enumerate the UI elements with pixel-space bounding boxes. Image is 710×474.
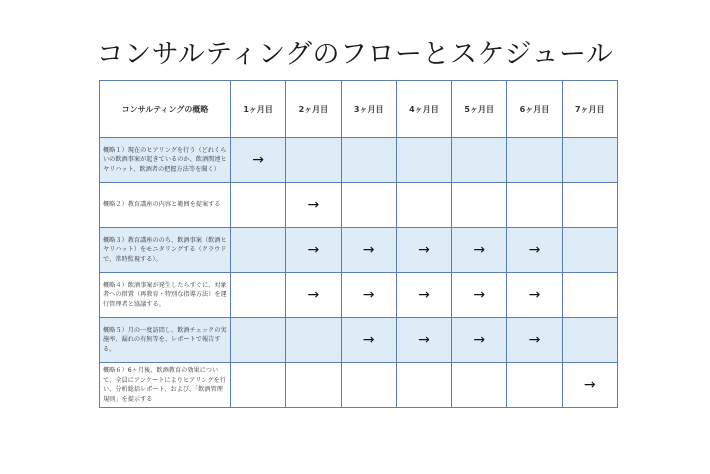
month-cell [286, 273, 341, 318]
month-cell [452, 138, 507, 183]
month-cell [341, 183, 396, 228]
row-description: 概略６）6ヶ月後、飲酒教育の効果について、全員にアンケートによりヒアリングを行い、分析総括レポート、および、「飲酒管理規則」を提示する [100, 363, 231, 408]
month-cell [452, 318, 507, 363]
header-month-1: 1ヶ月目 [231, 81, 286, 138]
table-row [100, 273, 618, 318]
month-cell [286, 138, 341, 183]
month-cell [396, 273, 451, 318]
month-cell [507, 363, 562, 408]
month-cell [562, 138, 617, 183]
month-cell [562, 183, 617, 228]
arrow-right-icon: → [418, 287, 430, 303]
month-cell [562, 318, 617, 363]
month-cell [396, 363, 451, 408]
arrow-right-icon: → [362, 332, 375, 348]
month-cell [396, 318, 451, 363]
row-description: 概略１）現在のヒアリングを行う（どれくらいの飲酒事案が起きているのか、飲酒関連ヒヤリハット、飲酒者の把握方法等を聞く） [100, 138, 231, 183]
month-cell [452, 228, 507, 273]
arrow-right-icon: → [252, 152, 264, 168]
table-row [100, 363, 618, 408]
month-cell [231, 138, 286, 183]
header-month-7: 7ヶ月目 [562, 81, 617, 138]
month-cell [507, 318, 562, 363]
header-month-5: 5ヶ月目 [452, 81, 507, 138]
arrow-right-icon: → [528, 287, 541, 303]
month-cell [507, 138, 562, 183]
arrow-right-icon: → [307, 287, 320, 303]
arrow-right-icon: → [418, 332, 430, 348]
month-cell [507, 273, 562, 318]
arrow-right-icon: → [473, 242, 486, 258]
month-cell [562, 228, 617, 273]
schedule-table [99, 80, 618, 408]
table-row [100, 318, 618, 363]
month-cell [452, 183, 507, 228]
month-cell [341, 138, 396, 183]
arrow-right-icon: → [362, 242, 375, 258]
arrow-right-icon: → [307, 242, 320, 258]
table-row [100, 183, 618, 228]
header-month-3: 3ヶ月目 [341, 81, 396, 138]
month-cell [507, 228, 562, 273]
month-cell [396, 183, 451, 228]
page-title: コンサルティングのフローとスケジュール [96, 39, 614, 70]
month-cell [562, 273, 617, 318]
arrow-right-icon: → [528, 332, 541, 348]
month-cell [341, 363, 396, 408]
month-cell [341, 318, 396, 363]
table-row [100, 138, 618, 183]
month-cell [286, 318, 341, 363]
row-description: 概略４）飲酒事案が発生したらすぐに、対象者への措置（再教育・特別な指導方法）を運行管理者と協議する。 [100, 273, 231, 318]
month-cell [452, 363, 507, 408]
arrow-right-icon: → [528, 242, 541, 258]
month-cell [231, 183, 286, 228]
month-cell [396, 228, 451, 273]
month-cell [286, 183, 341, 228]
arrow-right-icon: → [418, 242, 430, 258]
month-cell [396, 138, 451, 183]
month-cell [286, 363, 341, 408]
month-cell [507, 183, 562, 228]
arrow-right-icon: → [307, 197, 320, 213]
header-month-2: 2ヶ月目 [286, 81, 341, 138]
schedule-body [100, 138, 618, 408]
month-cell [341, 273, 396, 318]
month-cell [452, 273, 507, 318]
row-description: 概略２）教育講座の内容と範囲を提案する [100, 183, 231, 228]
month-cell [562, 363, 617, 408]
month-cell [231, 228, 286, 273]
row-description: 概略５）月の一度訪問し、飲酒チェックの実施率、漏れの有無等を、レポートで報告する。 [100, 318, 231, 363]
table-row [100, 228, 618, 273]
header-overview: コンサルティングの概略 [100, 81, 231, 138]
header-month-6: 6ヶ月目 [507, 81, 562, 138]
month-cell [341, 228, 396, 273]
month-cell [231, 363, 286, 408]
month-cell [286, 228, 341, 273]
arrow-right-icon: → [473, 287, 486, 303]
arrow-right-icon: → [583, 377, 596, 393]
month-cell [231, 273, 286, 318]
row-description: 概略３）教育講座ののち、飲酒事案（飲酒ヒヤリハット）をモニタリングする（クラウドで、常時監視する）。 [100, 228, 231, 273]
arrow-right-icon: → [362, 287, 375, 303]
header-row [100, 81, 618, 138]
header-month-4: 4ヶ月目 [396, 81, 451, 138]
month-cell [231, 318, 286, 363]
arrow-right-icon: → [473, 332, 486, 348]
